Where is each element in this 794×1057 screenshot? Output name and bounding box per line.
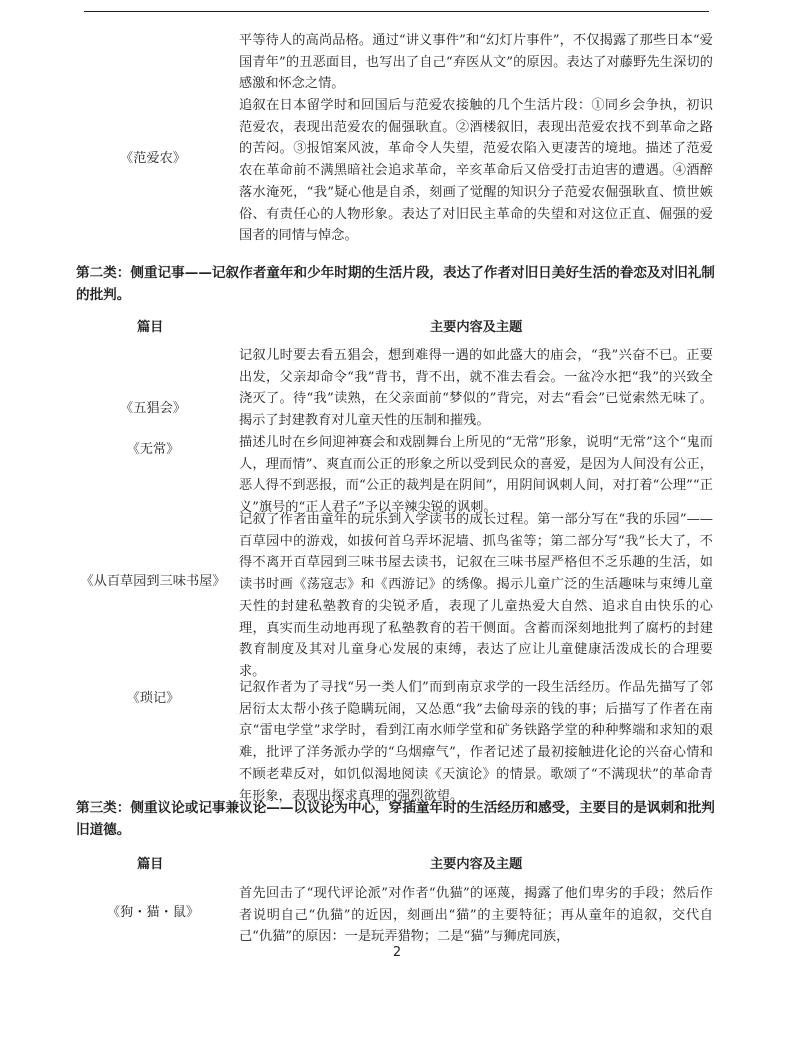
row-title-fan-ainong: 《范爱农》 — [120, 151, 186, 166]
col-title-header-3: 篇目 — [137, 857, 164, 872]
page-number: 2 — [392, 945, 402, 960]
row-content-baicaoyuan: 记叙了作者由童年的玩乐到入学读书的成长过程。第一部分写在“我的乐园”——百草园中的游戏，如拔何首乌弄坏泥墙、抓鸟雀等；第二部分写“我”长大了，不得不离开百草园到三味书屋去读书，记叙在三味书屋严格但不乏乐趣的生活，如读书时画《荡寇志》和《西游记》的绣像。揭示儿童广泛的生活趣味与束缚儿童天性的封建私塾教育的尖锐矛盾，表现了儿童热爱大自然、追求自由快乐的心理，真实而生动地再现了私塾教育的若干侧面。含蓄而深刻地批判了腐朽的封建教育制度及其对儿童身心发展的束缚，表达了应让儿童健康活泼成长的合理要求。 — [239, 512, 713, 679]
row-title-wuchang: 《无常》 — [126, 442, 180, 457]
row-title-wuchanghui: 《五猖会》 — [120, 401, 186, 416]
header-rule — [84, 11, 709, 12]
col-content-header-3: 主要内容及主题 — [430, 857, 523, 872]
row-content-wuchanghui: 记叙儿时要去看五猖会，想到难得一遇的如此盛大的庙会，“我”兴奋不已。正要出发，父亲却命令“我”背书，背不出，就不准去看会。一盆冷水把“我”的兴致全浇灭了。待“我”读熟，在父亲面前“梦似的”背完，对去“看会”已觉索然无味了。揭示了封建教育对儿童天性的压制和摧残。 — [239, 348, 713, 429]
section2-heading: 第二类：侧重记事——记叙作者童年和少年时期的生活片段，表达了作者对旧日美好生活的眷恋及对旧礼制的批判。 — [76, 265, 715, 303]
row-content-gou-mao-shu: 首先回击了“现代评论派”对作者“仇猫”的诬蔑，揭露了他们卑劣的手段；然后作者说明自己“仇猫”的近因，刻画出“猫”的主要特征；再从童年的追叙，交代自己“仇猫”的原因：一是玩弄猎物；二是“猫”与狮虎同族， — [239, 886, 713, 945]
row-content-suoji: 记叙作者为了寻找“另一类人们”而到南京求学的一段生活经历。作品先描写了邻居衍太太帮小孩子隐瞒玩闹，又怂恿“我”去偷母亲的钱的事；后描写了作者在南京“雷电学堂”求学时，看到江南水师学堂和矿务铁路学堂的种种弊端和求知的艰难，批评了洋务派办学的“乌烟瘴气”，作者记述了最初接触进化论的兴奋心情和不顾老辈反对，如饥似渴地阅读《天演论》的情景。歌颂了“不满现状”的革命青年形象，表现出探求真理的强烈欲望。 — [239, 680, 713, 804]
row-content-fan-ainong: 追叙在日本留学时和回国后与范爱农接触的几个生活片段：①同乡会争执，初识范爱农，表现出范爱农的倔强耿直。②酒楼叙旧，表现出范爱农找不到革命之路的苦闷。③报馆案风波，革命令人失望，范爱农陷入更凄苦的境地。描述了范爱农在革命前不满黑暗社会追求革命，辛亥革命后又倍受打击迫害的遭遇。④酒醉落水淹死，“我”疑心他是自杀，刻画了觉醒的知识分子范爱农倔强耿直、愤世嫉俗、有责任心的人物形象。表达了对旧民主革命的失望和对这位正直、倔强的爱国者的同情与悼念。 — [239, 98, 713, 244]
row-title-suoji: 《琐记》 — [126, 691, 180, 706]
row-title-baicaoyuan: 《从百草园到三味书屋》 — [80, 574, 226, 589]
col-content-header: 主要内容及主题 — [430, 320, 523, 335]
row-content-wuchang: 描述儿时在乡间迎神赛会和戏剧舞台上所见的“无常”形象，说明“无常”这个“鬼而人，理而情”、爽直而公正的形象之所以受到民众的喜爱，是因为人间没有公正，恶人得不到恶报，而“公正的裁判是在阴间”，用阴间讽刺人间，对打着“公理”“正义”旗号的“正人君子”予以辛辣尖锐的讽刺。 — [239, 435, 713, 516]
col-title-header: 篇目 — [137, 320, 164, 335]
continued-content: 平等待人的高尚品格。通过“讲义事件”和“幻灯片事件”，不仅揭露了那些日本“爱国青年”的丑恶面目，也写出了自己“弃医从文”的原因。表达了对藤野先生深切的感激和怀念之情。 — [239, 33, 713, 92]
row-title-gou-mao-shu: 《狗・猫・鼠》 — [106, 905, 200, 920]
section3-heading: 第三类：侧重议论或记事兼议论——以议论为中心，穿插童年时的生活经历和感受，主要目的是讽刺和批判旧道德。 — [76, 800, 715, 838]
